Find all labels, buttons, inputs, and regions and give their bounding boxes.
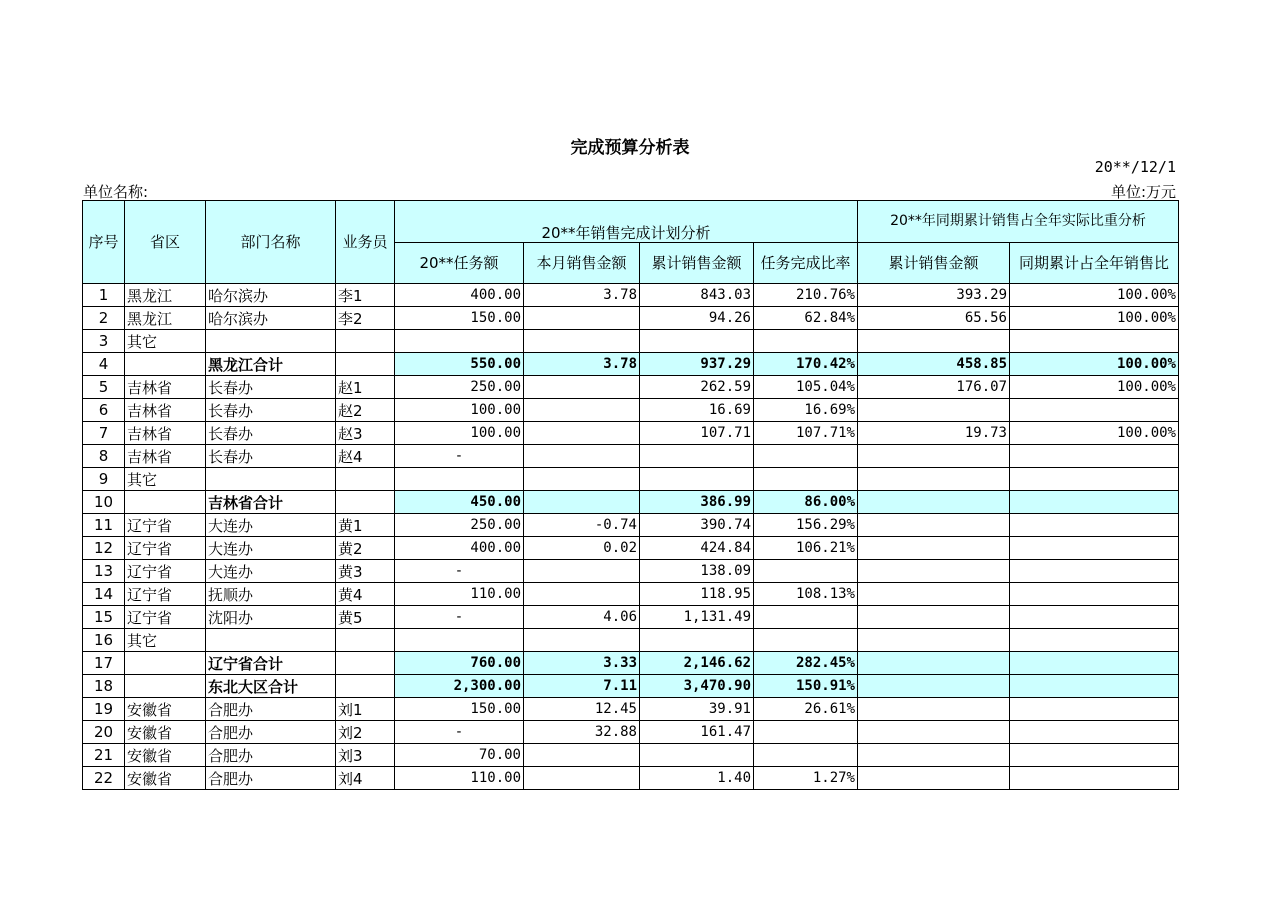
- cell-task: 100.00: [395, 422, 524, 445]
- cell-dept: 黑龙江合计: [206, 353, 336, 376]
- header-prior-ratio: 同期累计占全年销售比: [1010, 243, 1179, 284]
- unit-name-label: 单位名称:: [83, 183, 149, 201]
- cell-prior-cum-sales: [858, 698, 1010, 721]
- cell-index: 15: [83, 606, 125, 629]
- header-prior-cum-sales: 累计销售金额: [858, 243, 1010, 284]
- table-row: [83, 330, 1179, 353]
- cell-province: 辽宁省: [125, 537, 206, 560]
- cell-dept: 东北大区合计: [206, 675, 336, 698]
- header-salesman: 业务员: [336, 201, 395, 284]
- cell-prior-cum-sales: [858, 583, 1010, 606]
- cell-index: 14: [83, 583, 125, 606]
- cell-cum-sales: 138.09: [640, 560, 754, 583]
- cell-salesman: 赵4: [336, 445, 395, 468]
- cell-cum-sales: 390.74: [640, 514, 754, 537]
- header-completion-rate: 任务完成比率: [754, 243, 858, 284]
- cell-dept: 大连办: [206, 560, 336, 583]
- cell-cum-sales: 424.84: [640, 537, 754, 560]
- cell-task: [395, 468, 524, 491]
- cell-dept: 大连办: [206, 537, 336, 560]
- cell-prior-cum-sales: [858, 629, 1010, 652]
- table-row: [83, 583, 1179, 606]
- cell-dept: [206, 468, 336, 491]
- cell-dept: 合肥办: [206, 744, 336, 767]
- cell-prior-cum-sales: [858, 721, 1010, 744]
- cell-prior-ratio: [1010, 744, 1179, 767]
- cell-cum-sales: 107.71: [640, 422, 754, 445]
- cell-prior-ratio: 100.00%: [1010, 422, 1179, 445]
- cell-month-sales: 3.78: [524, 284, 640, 307]
- cell-cum-sales: 3,470.90: [640, 675, 754, 698]
- report-title: 完成预算分析表: [570, 138, 690, 158]
- table-row: [83, 307, 1179, 330]
- cell-cum-sales: [640, 445, 754, 468]
- cell-index: 22: [83, 767, 125, 790]
- cell-task: 550.00: [395, 353, 524, 376]
- cell-completion-rate: 62.84%: [754, 307, 858, 330]
- table-row: [83, 560, 1179, 583]
- cell-salesman: 赵2: [336, 399, 395, 422]
- cell-province: 吉林省: [125, 399, 206, 422]
- cell-prior-ratio: [1010, 606, 1179, 629]
- budget-analysis-table: [82, 200, 1179, 790]
- table-row: [83, 445, 1179, 468]
- cell-dept: 长春办: [206, 422, 336, 445]
- cell-task: -: [395, 606, 524, 629]
- cell-province: 吉林省: [125, 376, 206, 399]
- table-row: [83, 721, 1179, 744]
- cell-prior-ratio: [1010, 583, 1179, 606]
- table-subtotal-row: [83, 675, 1179, 698]
- cell-prior-ratio: 100.00%: [1010, 376, 1179, 399]
- cell-task: [395, 330, 524, 353]
- cell-salesman: 刘4: [336, 767, 395, 790]
- cell-cum-sales: 1.40: [640, 767, 754, 790]
- cell-dept: 吉林省合计: [206, 491, 336, 514]
- cell-province: 其它: [125, 468, 206, 491]
- cell-prior-ratio: [1010, 330, 1179, 353]
- cell-index: 9: [83, 468, 125, 491]
- cell-prior-cum-sales: [858, 491, 1010, 514]
- cell-completion-rate: [754, 629, 858, 652]
- table-subtotal-row: [83, 652, 1179, 675]
- cell-province: [125, 353, 206, 376]
- cell-index: 5: [83, 376, 125, 399]
- cell-salesman: 刘1: [336, 698, 395, 721]
- cell-month-sales: 7.11: [524, 675, 640, 698]
- table-row: [83, 514, 1179, 537]
- cell-dept: 长春办: [206, 376, 336, 399]
- cell-index: 6: [83, 399, 125, 422]
- cell-completion-rate: [754, 560, 858, 583]
- cell-task: -: [395, 560, 524, 583]
- cell-index: 19: [83, 698, 125, 721]
- header-cum-sales: 累计销售金额: [640, 243, 754, 284]
- cell-prior-ratio: [1010, 629, 1179, 652]
- cell-prior-ratio: 100.00%: [1010, 353, 1179, 376]
- header-group-prior: 20**年同期累计销售占全年实际比重分析: [858, 201, 1179, 243]
- cell-month-sales: 3.33: [524, 652, 640, 675]
- cell-salesman: [336, 491, 395, 514]
- cell-index: 8: [83, 445, 125, 468]
- cell-completion-rate: 282.45%: [754, 652, 858, 675]
- cell-month-sales: 12.45: [524, 698, 640, 721]
- cell-prior-cum-sales: 176.07: [858, 376, 1010, 399]
- cell-month-sales: [524, 376, 640, 399]
- cell-prior-cum-sales: [858, 537, 1010, 560]
- cell-province: 辽宁省: [125, 583, 206, 606]
- cell-dept: 辽宁省合计: [206, 652, 336, 675]
- cell-prior-ratio: [1010, 721, 1179, 744]
- cell-prior-cum-sales: 393.29: [858, 284, 1010, 307]
- cell-province: 其它: [125, 629, 206, 652]
- cell-index: 3: [83, 330, 125, 353]
- cell-index: 7: [83, 422, 125, 445]
- cell-prior-ratio: [1010, 698, 1179, 721]
- cell-month-sales: [524, 307, 640, 330]
- table-row: [83, 468, 1179, 491]
- cell-salesman: 刘2: [336, 721, 395, 744]
- cell-completion-rate: 1.27%: [754, 767, 858, 790]
- cell-cum-sales: [640, 629, 754, 652]
- table-row: [83, 744, 1179, 767]
- header-group-plan: 20**年销售完成计划分析: [395, 201, 858, 243]
- cell-task: -: [395, 445, 524, 468]
- table-row: [83, 399, 1179, 422]
- cell-salesman: 赵3: [336, 422, 395, 445]
- cell-prior-cum-sales: [858, 330, 1010, 353]
- cell-completion-rate: 105.04%: [754, 376, 858, 399]
- cell-month-sales: 0.02: [524, 537, 640, 560]
- cell-salesman: 黄4: [336, 583, 395, 606]
- header-month-sales: 本月销售金额: [524, 243, 640, 284]
- cell-prior-ratio: [1010, 445, 1179, 468]
- unit-label: 单位:万元: [1110, 183, 1176, 201]
- cell-prior-cum-sales: 65.56: [858, 307, 1010, 330]
- cell-cum-sales: [640, 744, 754, 767]
- cell-prior-cum-sales: [858, 767, 1010, 790]
- cell-task: 400.00: [395, 284, 524, 307]
- cell-province: 吉林省: [125, 445, 206, 468]
- cell-province: 辽宁省: [125, 606, 206, 629]
- cell-salesman: 黄1: [336, 514, 395, 537]
- cell-cum-sales: 39.91: [640, 698, 754, 721]
- cell-index: 1: [83, 284, 125, 307]
- table-row: [83, 629, 1179, 652]
- table-row: [83, 537, 1179, 560]
- cell-prior-cum-sales: [858, 606, 1010, 629]
- cell-province: 黑龙江: [125, 307, 206, 330]
- cell-task: 400.00: [395, 537, 524, 560]
- cell-prior-ratio: [1010, 491, 1179, 514]
- cell-index: 11: [83, 514, 125, 537]
- cell-completion-rate: 86.00%: [754, 491, 858, 514]
- cell-prior-ratio: [1010, 560, 1179, 583]
- cell-province: [125, 491, 206, 514]
- table-row: [83, 698, 1179, 721]
- cell-completion-rate: 108.13%: [754, 583, 858, 606]
- cell-prior-cum-sales: [858, 514, 1010, 537]
- cell-cum-sales: 161.47: [640, 721, 754, 744]
- table-row: [83, 606, 1179, 629]
- cell-salesman: 黄2: [336, 537, 395, 560]
- cell-salesman: [336, 468, 395, 491]
- cell-index: 17: [83, 652, 125, 675]
- cell-dept: 长春办: [206, 445, 336, 468]
- header-task: 20**任务额: [395, 243, 524, 284]
- cell-month-sales: [524, 445, 640, 468]
- cell-index: 12: [83, 537, 125, 560]
- cell-task: 150.00: [395, 307, 524, 330]
- cell-month-sales: [524, 744, 640, 767]
- cell-task: 250.00: [395, 514, 524, 537]
- cell-dept: 抚顺办: [206, 583, 336, 606]
- cell-cum-sales: 2,146.62: [640, 652, 754, 675]
- cell-cum-sales: 843.03: [640, 284, 754, 307]
- cell-month-sales: [524, 560, 640, 583]
- cell-index: 20: [83, 721, 125, 744]
- cell-completion-rate: 106.21%: [754, 537, 858, 560]
- cell-completion-rate: 16.69%: [754, 399, 858, 422]
- cell-task: 110.00: [395, 767, 524, 790]
- header-dept: 部门名称: [206, 201, 336, 284]
- cell-salesman: 李1: [336, 284, 395, 307]
- cell-cum-sales: 937.29: [640, 353, 754, 376]
- cell-task: 100.00: [395, 399, 524, 422]
- cell-month-sales: [524, 330, 640, 353]
- cell-prior-cum-sales: [858, 652, 1010, 675]
- report-date: 20**/12/1: [1094, 158, 1176, 176]
- cell-prior-ratio: [1010, 514, 1179, 537]
- cell-task: 450.00: [395, 491, 524, 514]
- cell-completion-rate: 107.71%: [754, 422, 858, 445]
- cell-completion-rate: [754, 606, 858, 629]
- table-subtotal-row: [83, 491, 1179, 514]
- cell-prior-cum-sales: 458.85: [858, 353, 1010, 376]
- cell-task: 150.00: [395, 698, 524, 721]
- cell-prior-ratio: [1010, 537, 1179, 560]
- cell-completion-rate: 210.76%: [754, 284, 858, 307]
- cell-task: 760.00: [395, 652, 524, 675]
- cell-cum-sales: 94.26: [640, 307, 754, 330]
- cell-cum-sales: 262.59: [640, 376, 754, 399]
- cell-index: 21: [83, 744, 125, 767]
- cell-dept: [206, 629, 336, 652]
- table-row: [83, 767, 1179, 790]
- cell-prior-ratio: [1010, 399, 1179, 422]
- cell-prior-cum-sales: 19.73: [858, 422, 1010, 445]
- cell-task: [395, 629, 524, 652]
- cell-prior-cum-sales: [858, 675, 1010, 698]
- header-index: 序号: [83, 201, 125, 284]
- cell-dept: 合肥办: [206, 721, 336, 744]
- cell-completion-rate: 150.91%: [754, 675, 858, 698]
- cell-prior-cum-sales: [858, 445, 1010, 468]
- cell-salesman: [336, 330, 395, 353]
- cell-completion-rate: [754, 445, 858, 468]
- cell-prior-cum-sales: [858, 560, 1010, 583]
- cell-salesman: 刘3: [336, 744, 395, 767]
- cell-dept: [206, 330, 336, 353]
- cell-dept: 长春办: [206, 399, 336, 422]
- cell-index: 10: [83, 491, 125, 514]
- cell-completion-rate: [754, 468, 858, 491]
- cell-dept: 合肥办: [206, 767, 336, 790]
- cell-province: 黑龙江: [125, 284, 206, 307]
- cell-completion-rate: 170.42%: [754, 353, 858, 376]
- cell-province: [125, 675, 206, 698]
- cell-completion-rate: [754, 330, 858, 353]
- table-row: [83, 422, 1179, 445]
- cell-salesman: [336, 652, 395, 675]
- table-row: [83, 284, 1179, 307]
- cell-salesman: 李2: [336, 307, 395, 330]
- cell-cum-sales: [640, 468, 754, 491]
- cell-province: [125, 652, 206, 675]
- cell-prior-ratio: [1010, 675, 1179, 698]
- cell-task: 110.00: [395, 583, 524, 606]
- cell-month-sales: [524, 583, 640, 606]
- cell-province: 安徽省: [125, 698, 206, 721]
- cell-province: 其它: [125, 330, 206, 353]
- cell-salesman: [336, 629, 395, 652]
- cell-salesman: 黄3: [336, 560, 395, 583]
- cell-cum-sales: 1,131.49: [640, 606, 754, 629]
- cell-month-sales: -0.74: [524, 514, 640, 537]
- cell-prior-ratio: [1010, 652, 1179, 675]
- cell-month-sales: [524, 399, 640, 422]
- cell-month-sales: [524, 422, 640, 445]
- cell-month-sales: 3.78: [524, 353, 640, 376]
- cell-prior-cum-sales: [858, 399, 1010, 422]
- cell-prior-ratio: [1010, 767, 1179, 790]
- cell-completion-rate: [754, 721, 858, 744]
- cell-prior-cum-sales: [858, 744, 1010, 767]
- cell-cum-sales: 16.69: [640, 399, 754, 422]
- cell-province: 安徽省: [125, 767, 206, 790]
- cell-dept: 合肥办: [206, 698, 336, 721]
- cell-salesman: 黄5: [336, 606, 395, 629]
- cell-task: -: [395, 721, 524, 744]
- cell-prior-ratio: 100.00%: [1010, 307, 1179, 330]
- cell-index: 16: [83, 629, 125, 652]
- cell-province: 吉林省: [125, 422, 206, 445]
- cell-completion-rate: [754, 744, 858, 767]
- cell-month-sales: [524, 629, 640, 652]
- cell-province: 安徽省: [125, 744, 206, 767]
- cell-cum-sales: [640, 330, 754, 353]
- cell-index: 2: [83, 307, 125, 330]
- table-subtotal-row: [83, 353, 1179, 376]
- cell-task: 70.00: [395, 744, 524, 767]
- cell-month-sales: [524, 767, 640, 790]
- cell-dept: 哈尔滨办: [206, 307, 336, 330]
- cell-index: 18: [83, 675, 125, 698]
- cell-completion-rate: 156.29%: [754, 514, 858, 537]
- cell-completion-rate: 26.61%: [754, 698, 858, 721]
- cell-dept: 大连办: [206, 514, 336, 537]
- cell-dept: 哈尔滨办: [206, 284, 336, 307]
- cell-month-sales: 4.06: [524, 606, 640, 629]
- cell-dept: 沈阳办: [206, 606, 336, 629]
- cell-cum-sales: 118.95: [640, 583, 754, 606]
- cell-province: 辽宁省: [125, 560, 206, 583]
- cell-prior-ratio: [1010, 468, 1179, 491]
- cell-cum-sales: 386.99: [640, 491, 754, 514]
- cell-salesman: [336, 353, 395, 376]
- header-province: 省区: [125, 201, 206, 284]
- cell-prior-ratio: 100.00%: [1010, 284, 1179, 307]
- cell-province: 安徽省: [125, 721, 206, 744]
- table-row: [83, 376, 1179, 399]
- cell-month-sales: [524, 468, 640, 491]
- cell-salesman: [336, 675, 395, 698]
- cell-month-sales: 32.88: [524, 721, 640, 744]
- cell-task: 250.00: [395, 376, 524, 399]
- cell-month-sales: [524, 491, 640, 514]
- cell-index: 4: [83, 353, 125, 376]
- cell-task: 2,300.00: [395, 675, 524, 698]
- cell-index: 13: [83, 560, 125, 583]
- cell-salesman: 赵1: [336, 376, 395, 399]
- cell-province: 辽宁省: [125, 514, 206, 537]
- cell-prior-cum-sales: [858, 468, 1010, 491]
